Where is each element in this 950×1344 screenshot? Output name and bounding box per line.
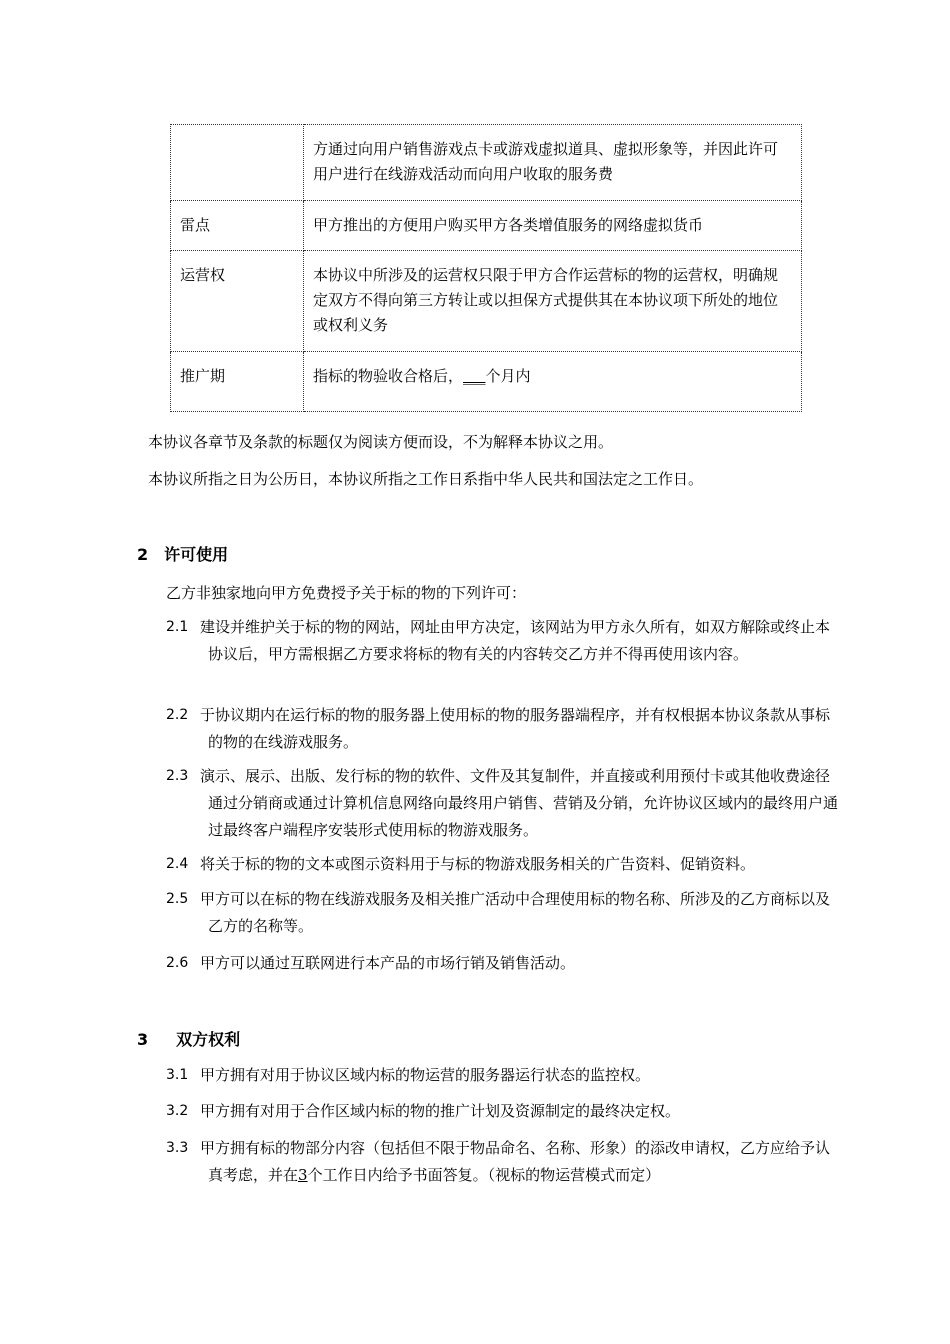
clause-text-part: 甲方拥有标的物部分内容（包括但不限于物品命名、名称、形象）的添改申请权，乙方应给予认真考虑，并在	[200, 1139, 831, 1184]
clause-text: 演示、展示、出版、发行标的物的软件、文件及其复制件，并直接或利用预付卡或其他收费途径通过分销商或通过计算机信息网络向最终用户销售、营销及分销，允许协议区域内的最终用户通过最终客户端程序安装形式使用标的物游戏服务。	[200, 767, 839, 839]
clause-number: 3.2	[166, 1103, 189, 1119]
table-row	[171, 352, 802, 412]
section-title: 许可使用	[164, 545, 229, 564]
clause-item	[166, 1135, 840, 1189]
clause-text: 甲方可以在标的物在线游戏服务及相关推广活动中合理使用标的物名称、所涉及的乙方商标以及乙方的名称等。	[200, 890, 831, 935]
definition-text-part: 个月内	[485, 367, 531, 385]
section-number: 2	[137, 545, 149, 564]
definition-text: 甲方推出的方便用户购买甲方各类增值服务的网络虚拟货币	[304, 201, 802, 251]
section-heading	[137, 1027, 240, 1050]
definition-text-part: 指标的物验收合格后，	[313, 367, 464, 385]
definition-term: 雷点	[171, 201, 304, 251]
section-intro: 乙方非独家地向甲方免费授予关于标的物的下列许可：	[166, 584, 527, 602]
clause-item	[166, 1062, 840, 1089]
definition-term	[171, 125, 304, 201]
clause-number: 2.4	[166, 856, 189, 872]
clause-number: 2.1	[166, 619, 189, 635]
clause-text: 甲方可以通过互联网进行本产品的市场行销及销售活动。	[200, 954, 576, 972]
clause-text: 将关于标的物的文本或图示资料用于与标的物游戏服务相关的广告资料、促销资料。	[200, 855, 756, 873]
note-paragraph: 本协议各章节及条款的标题仅为阅读方便而设，不为解释本协议之用。	[148, 433, 614, 451]
definition-term: 运营权	[171, 251, 304, 352]
clause-number: 2.6	[166, 955, 189, 971]
clause-item	[166, 950, 840, 977]
table-row	[171, 251, 802, 352]
definitions-table	[170, 124, 802, 412]
clause-number: 2.2	[166, 707, 189, 723]
definition-term: 推广期	[171, 352, 304, 412]
clause-text	[166, 1135, 840, 1189]
clause-item	[166, 702, 840, 756]
clause-number: 3.3	[166, 1140, 189, 1156]
clause-number: 3.1	[166, 1067, 189, 1083]
clause-number: 2.5	[166, 891, 189, 907]
days-value: 3	[298, 1166, 308, 1184]
clause-text-part: 个工作日内给予书面答复。（视标的物运营模式而定）	[307, 1166, 661, 1184]
section-heading	[137, 542, 228, 565]
section-title: 双方权利	[176, 1030, 241, 1049]
clause-item	[166, 851, 840, 878]
clause-text: 于协议期内在运行标的物的服务器上使用标的物的服务器端程序，并有权根据本协议条款从事标的物的在线游戏服务。	[200, 706, 831, 751]
clause-text: 甲方拥有对用于协议区域内标的物运营的服务器运行状态的监控权。	[200, 1066, 651, 1084]
section-number: 3	[137, 1030, 149, 1049]
clause-number: 2.3	[166, 768, 189, 784]
clause-item	[166, 763, 840, 844]
blank-field: ___	[463, 367, 486, 385]
definition-text: 方通过向用户销售游戏点卡或游戏虚拟道具、虚拟形象等，并因此许可用户进行在线游戏活动而向用户收取的服务费	[304, 125, 802, 201]
table-row	[171, 125, 802, 201]
clause-item	[166, 886, 840, 940]
note-paragraph: 本协议所指之日为公历日，本协议所指之工作日系指中华人民共和国法定之工作日。	[148, 470, 704, 488]
clause-item	[166, 1098, 840, 1125]
clause-item	[166, 614, 840, 668]
definition-text	[304, 352, 802, 412]
clause-text: 建设并维护关于标的物的网站，网址由甲方决定，该网站为甲方永久所有，如双方解除或终止本协议后，甲方需根据乙方要求将标的物有关的内容转交乙方并不得再使用该内容。	[200, 618, 831, 663]
definition-text: 本协议中所涉及的运营权只限于甲方合作运营标的物的运营权，明确规定双方不得向第三方转让或以担保方式提供其在本协议项下所处的地位或权利义务	[304, 251, 802, 352]
clause-text: 甲方拥有对用于合作区域内标的物的推广计划及资源制定的最终决定权。	[200, 1102, 681, 1120]
table-row	[171, 201, 802, 251]
